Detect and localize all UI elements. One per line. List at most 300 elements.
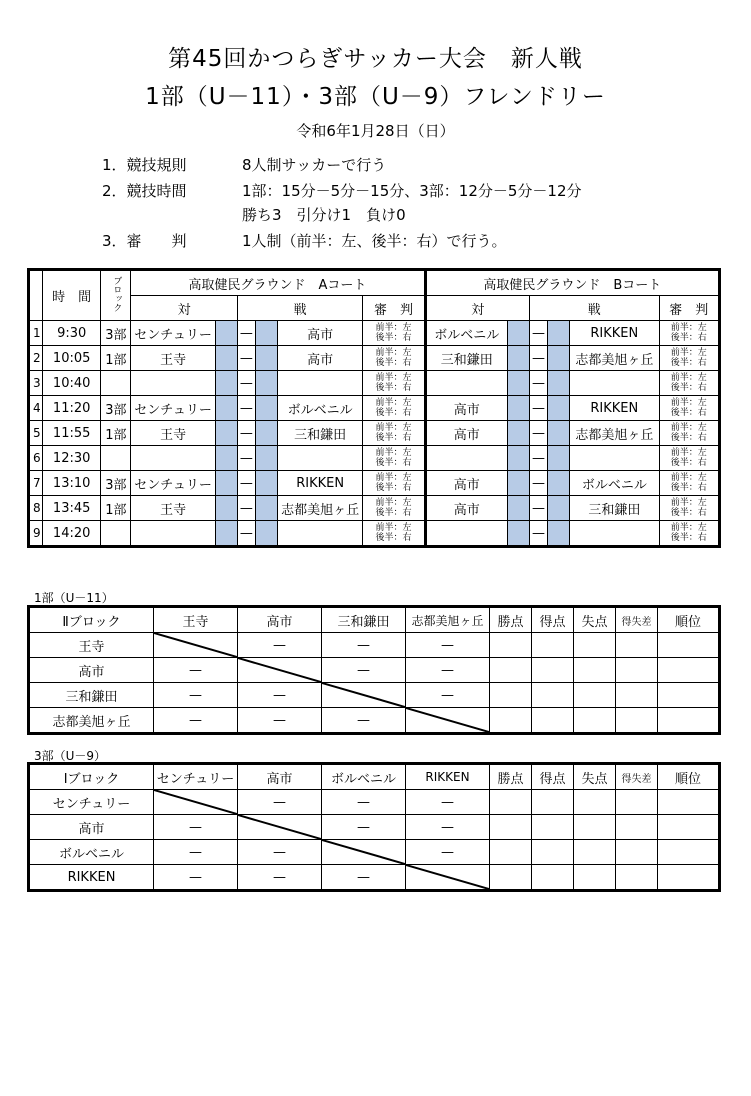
court-b-spacer (507, 396, 529, 421)
match-number: 7 (29, 471, 43, 496)
stat-cell (574, 683, 616, 708)
referee-second-half: 後半：右 (375, 408, 412, 418)
result-cell: — (406, 840, 490, 865)
team-name: 三和鎌田 (29, 683, 154, 708)
match-block (101, 521, 131, 547)
court-b-spacer (548, 321, 570, 346)
court-a-dash: — (237, 421, 255, 446)
court-a-dash: — (237, 321, 255, 346)
tai-header-b: 対 (425, 296, 529, 321)
court-b-spacer (507, 321, 529, 346)
result-cell: — (154, 683, 238, 708)
court-a-dash: — (237, 346, 255, 371)
team-name: 志都美旭ヶ丘 (29, 708, 154, 734)
match-number: 5 (29, 421, 43, 446)
diagonal-line (406, 865, 489, 889)
court-a-team-2 (277, 446, 362, 471)
stat-header: 順位 (658, 607, 720, 633)
stat-cell (532, 815, 574, 840)
team-name: 王寺 (29, 633, 154, 658)
stat-cell (658, 658, 720, 683)
title-line-1: 第45回かつらぎサッカー大会 新人戦 (168, 46, 583, 72)
court-b-team-1: 高市 (425, 396, 507, 421)
match-time: 13:10 (43, 471, 101, 496)
result-cell: — (238, 790, 322, 815)
result-cell: — (322, 815, 406, 840)
opponent-header: 王寺 (154, 607, 238, 633)
referee-second-half: 後半：右 (670, 358, 707, 368)
match-time: 13:45 (43, 496, 101, 521)
court-a-referee (363, 346, 425, 371)
court-b-spacer (548, 496, 570, 521)
stat-header: 失点 (574, 764, 616, 790)
rule-value: 1人制（前半：左、後半：右）で行う。 (242, 232, 507, 250)
league-row (29, 840, 720, 865)
stat-cell (616, 865, 658, 891)
match-number: 6 (29, 446, 43, 471)
diagonal-line (322, 840, 405, 864)
stat-cell (616, 840, 658, 865)
match-time: 12:30 (43, 446, 101, 471)
schedule-row (29, 446, 720, 471)
referee-header-a: 審 判 (363, 296, 425, 321)
stat-header: 失点 (574, 607, 616, 633)
referee-second-half: 後半：右 (670, 508, 707, 518)
court-a-team-2: ボルベニル (277, 396, 362, 421)
court-b-team-2 (570, 371, 659, 396)
title-line-2: 1部（U－11）・3部（U－9）フレンドリー (145, 84, 606, 110)
time-header: 時 間 (43, 270, 101, 321)
match-block: 1部 (101, 346, 131, 371)
diagonal-line (154, 790, 237, 814)
court-b-dash: — (530, 371, 548, 396)
stat-cell (616, 683, 658, 708)
court-a-header: 高取健民グラウンド Aコート (131, 270, 425, 296)
court-a-spacer (255, 496, 277, 521)
court-b-spacer (548, 521, 570, 547)
court-a-referee (363, 521, 425, 547)
schedule-row (29, 521, 720, 547)
court-a-spacer (255, 521, 277, 547)
court-a-team-1: センチュリー (131, 471, 215, 496)
court-b-team-2: RIKKEN (570, 396, 659, 421)
opponent-header: 三和鎌田 (322, 607, 406, 633)
rule-item (102, 231, 507, 251)
court-b-team-2: 三和鎌田 (570, 496, 659, 521)
match-block: 3部 (101, 471, 131, 496)
referee-first-half: 前半：左 (670, 498, 707, 508)
stat-cell (490, 815, 532, 840)
opponent-header: 志都美旭ヶ丘 (406, 607, 490, 633)
rule-key: 3．審 判 (102, 232, 187, 250)
diagonal-cell (322, 840, 406, 865)
stat-cell (616, 658, 658, 683)
referee-first-half: 前半：左 (670, 348, 707, 358)
referee-second-half: 後半：右 (670, 433, 707, 443)
stat-header: 得失差 (616, 607, 658, 633)
referee-second-half: 後半：右 (375, 383, 412, 393)
match-block: 3部 (101, 396, 131, 421)
stat-cell (658, 683, 720, 708)
league-row (29, 865, 720, 891)
result-cell: — (322, 865, 406, 891)
court-b-team-1: ボルベニル (425, 321, 507, 346)
court-b-referee (659, 321, 719, 346)
court-b-spacer (507, 521, 529, 547)
court-a-team-2: 志都美旭ヶ丘 (277, 496, 362, 521)
no-header (29, 270, 43, 321)
stat-cell (532, 840, 574, 865)
stat-cell (490, 790, 532, 815)
referee-second-half: 後半：右 (375, 333, 412, 343)
league3-table (27, 762, 721, 892)
court-b-spacer (548, 396, 570, 421)
match-number: 8 (29, 496, 43, 521)
stat-cell (574, 840, 616, 865)
schedule-row (29, 471, 720, 496)
league-header-row (29, 764, 720, 790)
court-b-dash: — (530, 496, 548, 521)
stat-cell (490, 840, 532, 865)
league1-caption: 1部（U－11） (34, 591, 114, 605)
court-a-team-2: 高市 (277, 321, 362, 346)
court-b-team-1 (425, 446, 507, 471)
match-time: 14:20 (43, 521, 101, 547)
diagonal-line (154, 633, 237, 657)
stat-cell (574, 790, 616, 815)
result-cell: — (322, 658, 406, 683)
stat-cell (658, 865, 720, 891)
court-a-referee (363, 446, 425, 471)
diagonal-line (238, 658, 321, 682)
court-b-referee (659, 346, 719, 371)
stat-cell (532, 658, 574, 683)
schedule-row (29, 346, 720, 371)
stat-cell (532, 633, 574, 658)
stat-header: 勝点 (490, 607, 532, 633)
rule-key: 1．競技規則 (102, 156, 187, 174)
court-b-spacer (548, 446, 570, 471)
court-b-team-2: ボルベニル (570, 471, 659, 496)
referee-second-half: 後半：右 (375, 358, 412, 368)
diagonal-cell (238, 815, 322, 840)
court-a-team-2: RIKKEN (277, 471, 362, 496)
referee-second-half: 後半：右 (670, 383, 707, 393)
stat-header: 順位 (658, 764, 720, 790)
court-b-referee (659, 396, 719, 421)
team-name: センチュリー (29, 790, 154, 815)
tai-header: 対 (131, 296, 237, 321)
court-a-team-1: センチュリー (131, 396, 215, 421)
result-cell: — (406, 633, 490, 658)
stat-cell (574, 865, 616, 891)
court-b-spacer (507, 446, 529, 471)
result-cell: — (322, 633, 406, 658)
stat-cell (574, 658, 616, 683)
stat-cell (532, 683, 574, 708)
court-b-team-2 (570, 446, 659, 471)
stat-cell (658, 815, 720, 840)
court-a-referee (363, 471, 425, 496)
stat-cell (490, 683, 532, 708)
court-a-spacer (215, 496, 237, 521)
rule-item (102, 181, 582, 201)
diagonal-cell (154, 633, 238, 658)
stat-cell (574, 633, 616, 658)
diagonal-line (238, 815, 321, 839)
referee-first-half: 前半：左 (375, 323, 412, 333)
match-number: 9 (29, 521, 43, 547)
result-cell: — (238, 633, 322, 658)
result-cell: — (406, 815, 490, 840)
league-row (29, 815, 720, 840)
block-name: Ⅰブロック (29, 764, 154, 790)
team-name: 高市 (29, 815, 154, 840)
court-a-dash: — (237, 446, 255, 471)
court-a-spacer (215, 396, 237, 421)
match-number: 3 (29, 371, 43, 396)
schedule-row (29, 321, 720, 346)
league3-caption: 3部（U－9） (34, 749, 107, 763)
diagonal-line (406, 708, 489, 732)
schedule-row (29, 396, 720, 421)
match-number: 4 (29, 396, 43, 421)
referee-header-b: 審 判 (659, 296, 719, 321)
match-block: 1部 (101, 421, 131, 446)
court-a-dash: — (237, 471, 255, 496)
league1-table (27, 605, 721, 735)
diagonal-cell (238, 658, 322, 683)
match-time: 10:05 (43, 346, 101, 371)
court-b-spacer (548, 421, 570, 446)
referee-first-half: 前半：左 (375, 373, 412, 383)
result-cell: — (238, 840, 322, 865)
court-b-spacer (548, 371, 570, 396)
stat-cell (658, 708, 720, 734)
schedule-row (29, 496, 720, 521)
referee-first-half: 前半：左 (375, 523, 412, 533)
rule-value: 勝ち3 引分け1 負け0 (242, 206, 406, 224)
court-b-referee (659, 521, 719, 547)
opponent-header: センチュリー (154, 764, 238, 790)
schedule-row (29, 371, 720, 396)
court-b-spacer (507, 496, 529, 521)
court-a-team-1: 王寺 (131, 346, 215, 371)
result-cell: — (154, 865, 238, 891)
match-number: 1 (29, 321, 43, 346)
result-cell: — (238, 708, 322, 734)
result-cell: — (238, 683, 322, 708)
court-a-team-1 (131, 446, 215, 471)
court-a-team-1: 王寺 (131, 421, 215, 446)
rule-item (102, 155, 386, 175)
referee-second-half: 後半：右 (670, 408, 707, 418)
stat-header: 得点 (532, 607, 574, 633)
referee-second-half: 後半：右 (375, 508, 412, 518)
referee-second-half: 後半：右 (375, 483, 412, 493)
court-a-referee (363, 371, 425, 396)
stat-cell (532, 865, 574, 891)
result-cell: — (154, 658, 238, 683)
diagonal-line (322, 683, 405, 707)
stat-cell (616, 708, 658, 734)
referee-first-half: 前半：左 (670, 398, 707, 408)
match-time: 9:30 (43, 321, 101, 346)
stat-cell (490, 633, 532, 658)
court-a-spacer (215, 321, 237, 346)
stat-cell (490, 708, 532, 734)
referee-first-half: 前半：左 (375, 473, 412, 483)
court-a-dash: — (237, 521, 255, 547)
league-row (29, 683, 720, 708)
stat-cell (532, 708, 574, 734)
referee-first-half: 前半：左 (375, 448, 412, 458)
referee-second-half: 後半：右 (375, 458, 412, 468)
court-b-team-2: RIKKEN (570, 321, 659, 346)
court-b-team-2 (570, 521, 659, 547)
court-a-referee (363, 496, 425, 521)
court-a-spacer (215, 371, 237, 396)
court-a-spacer (255, 421, 277, 446)
court-b-dash: — (530, 321, 548, 346)
court-a-spacer (255, 321, 277, 346)
sen-header: 戦 (237, 296, 363, 321)
court-a-spacer (215, 346, 237, 371)
court-b-spacer (507, 371, 529, 396)
court-a-referee (363, 321, 425, 346)
court-b-dash: — (530, 396, 548, 421)
match-number: 2 (29, 346, 43, 371)
court-a-team-2: 三和鎌田 (277, 421, 362, 446)
referee-second-half: 後半：右 (670, 533, 707, 543)
stat-cell (616, 815, 658, 840)
team-name: RIKKEN (29, 865, 154, 891)
diagonal-cell (322, 683, 406, 708)
court-b-dash: — (530, 346, 548, 371)
court-a-spacer (215, 446, 237, 471)
stat-header: 得点 (532, 764, 574, 790)
stat-header: 勝点 (490, 764, 532, 790)
stat-cell (658, 790, 720, 815)
court-a-team-2 (277, 521, 362, 547)
court-a-team-1: 王寺 (131, 496, 215, 521)
referee-first-half: 前半：左 (375, 423, 412, 433)
opponent-header: 高市 (238, 764, 322, 790)
match-block (101, 446, 131, 471)
result-cell: — (322, 708, 406, 734)
league-row (29, 658, 720, 683)
league-row (29, 790, 720, 815)
stat-header: 得失差 (616, 764, 658, 790)
court-b-spacer (507, 346, 529, 371)
court-b-referee (659, 496, 719, 521)
stat-cell (658, 633, 720, 658)
referee-first-half: 前半：左 (670, 323, 707, 333)
referee-second-half: 後半：右 (670, 483, 707, 493)
court-b-team-1: 高市 (425, 421, 507, 446)
referee-first-half: 前半：左 (670, 373, 707, 383)
block-header-text: ブロック (111, 276, 122, 312)
court-b-team-2: 志都美旭ヶ丘 (570, 346, 659, 371)
court-b-dash: — (530, 471, 548, 496)
diagonal-cell (406, 865, 490, 891)
court-a-spacer (215, 521, 237, 547)
court-a-team-1 (131, 521, 215, 547)
referee-first-half: 前半：左 (670, 448, 707, 458)
referee-first-half: 前半：左 (670, 523, 707, 533)
result-cell: — (406, 790, 490, 815)
court-b-referee (659, 421, 719, 446)
court-a-team-2 (277, 371, 362, 396)
court-b-header: 高取健民グラウンド Bコート (425, 270, 719, 296)
diagonal-cell (406, 708, 490, 734)
rule-value: 8人制サッカーで行う (242, 156, 387, 174)
court-b-dash: — (530, 421, 548, 446)
league-header-row (29, 607, 720, 633)
opponent-header: RIKKEN (406, 764, 490, 790)
sen-header-b: 戦 (530, 296, 660, 321)
opponent-header: 高市 (238, 607, 322, 633)
court-a-dash: — (237, 371, 255, 396)
court-a-team-2: 高市 (277, 346, 362, 371)
result-cell: — (154, 840, 238, 865)
court-a-spacer (255, 371, 277, 396)
diagonal-cell (154, 790, 238, 815)
league-row (29, 708, 720, 734)
event-date: 令和6年1月28日（日） (296, 122, 455, 140)
rule-key: 2．競技時間 (102, 182, 187, 200)
schedule-table (27, 268, 721, 548)
rule-item (102, 205, 406, 225)
court-a-spacer (255, 446, 277, 471)
court-b-referee (659, 371, 719, 396)
stat-cell (616, 633, 658, 658)
result-cell: — (406, 683, 490, 708)
stat-cell (574, 815, 616, 840)
referee-second-half: 後半：右 (375, 433, 412, 443)
court-a-dash: — (237, 496, 255, 521)
match-time: 10:40 (43, 371, 101, 396)
court-b-dash: — (530, 446, 548, 471)
court-b-team-2: 志都美旭ヶ丘 (570, 421, 659, 446)
result-cell: — (154, 815, 238, 840)
stat-cell (616, 790, 658, 815)
court-a-team-1: センチュリー (131, 321, 215, 346)
referee-second-half: 後半：右 (670, 458, 707, 468)
court-b-team-1: 高市 (425, 496, 507, 521)
court-b-spacer (548, 471, 570, 496)
court-a-spacer (255, 471, 277, 496)
result-cell: — (154, 708, 238, 734)
court-b-spacer (507, 471, 529, 496)
referee-second-half: 後半：右 (670, 333, 707, 343)
referee-first-half: 前半：左 (670, 473, 707, 483)
stat-cell (574, 708, 616, 734)
court-a-referee (363, 421, 425, 446)
team-name: 高市 (29, 658, 154, 683)
block-name: Ⅱブロック (29, 607, 154, 633)
stat-cell (490, 865, 532, 891)
court-a-team-1 (131, 371, 215, 396)
court-a-spacer (255, 396, 277, 421)
match-time: 11:55 (43, 421, 101, 446)
block-header (101, 270, 131, 321)
court-a-spacer (255, 346, 277, 371)
result-cell: — (238, 865, 322, 891)
court-b-dash: — (530, 521, 548, 547)
schedule-row (29, 421, 720, 446)
result-cell: — (322, 790, 406, 815)
